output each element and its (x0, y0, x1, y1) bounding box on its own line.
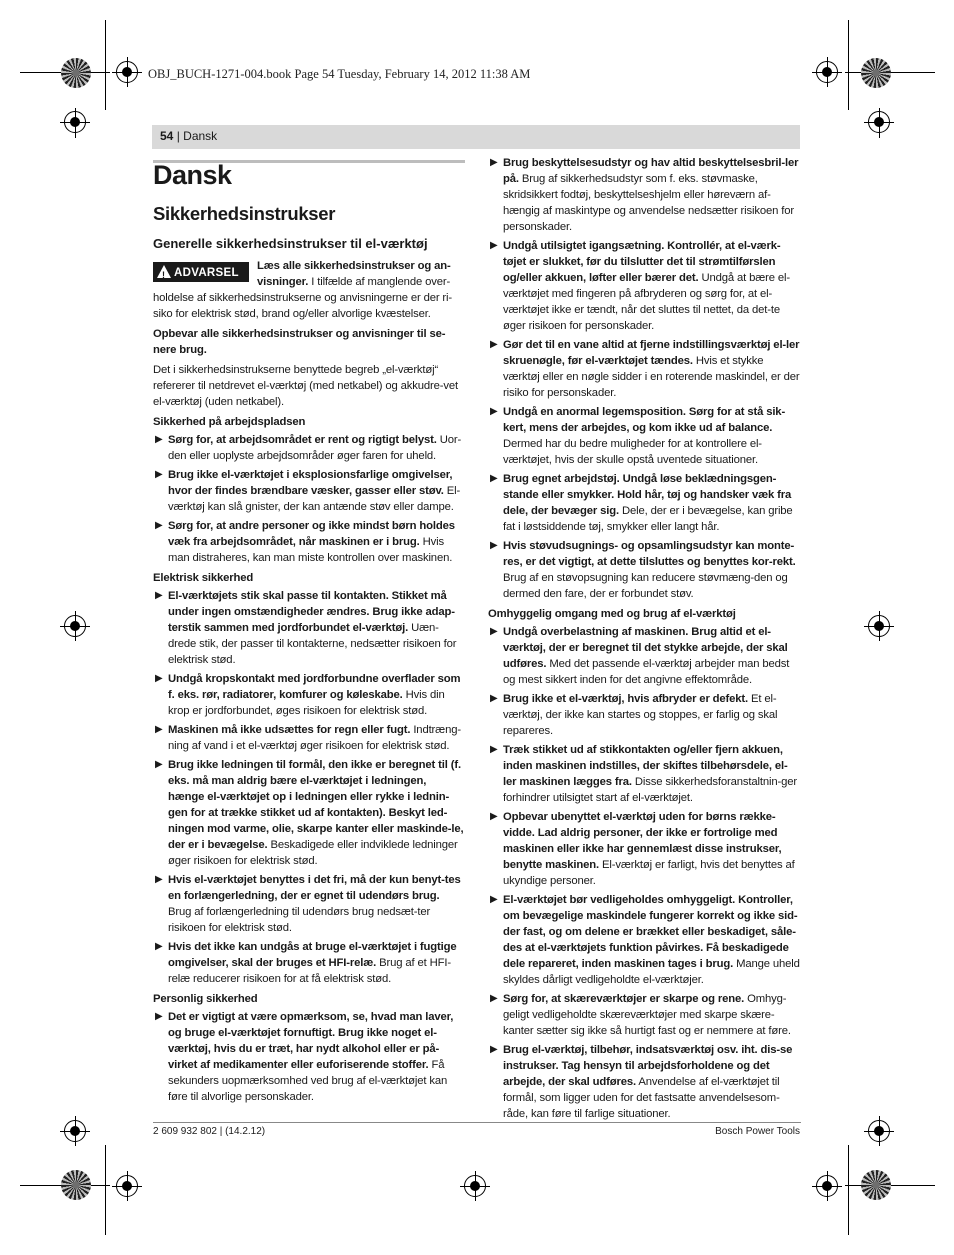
intro-paragraph: Det i sikkerhedsinstrukserne benyttede begreb „el-værktøj“ refererer til netdrevet el-værktøj (med netkabel) og akkudre-vet el-værktøj (uden netkabel). (153, 364, 458, 408)
bullet-arrow-icon: ▶ (155, 469, 163, 480)
bullet-arrow-icon: ▶ (490, 240, 498, 251)
exclamation-icon: ! (162, 270, 165, 280)
list-item-text: Brug af en støvopsugning kan reducere støvmæng-den og dermed den fare, der er forbundet støv. (503, 572, 788, 600)
list-item (153, 467, 465, 515)
subsection-heading: Generelle sikkerhedsinstrukser til el-værktøj (153, 236, 428, 251)
list-item-text: Hvis man distraheres, kan man miste kontrollen over maskinen. (168, 536, 453, 564)
list-item-bold: Sørg for, at arbejdsområdet er rent og rigtigt belyst. (168, 434, 437, 446)
warning-block (153, 258, 465, 322)
list-item (153, 722, 465, 754)
bullet-arrow-icon: ▶ (155, 590, 163, 601)
bullet-arrow-icon: ▶ (490, 339, 498, 350)
list-item (153, 518, 465, 566)
list-item-text: Brug af forlængerledning til udendørs brug nedsæt-ter risikoen for elektrisk stød. (168, 906, 431, 934)
list-item-text: Anvendelse af el-værktøjet til formål, som ligger uden for det fastsatte anvendelsesom-råde, kan føre til farlige situationer. (503, 1076, 780, 1120)
list-item (488, 155, 800, 235)
bullet-arrow-icon: ▶ (155, 520, 163, 531)
list-item (488, 404, 800, 468)
list-item (488, 1042, 800, 1122)
bullet-arrow-icon: ▶ (490, 626, 498, 637)
list-item-text: Et el-værktøj, der ikke kan startes og stoppes, er farlig og skal repareres. (503, 693, 778, 737)
electrical-heading: Elektrisk sikkerhed (153, 572, 254, 584)
list-item (153, 432, 465, 464)
list-item-bold: Undgå kropskontakt med jordforbundne overflader som f. eks. rør, radiatorer, komfurer og køleskabe. (168, 673, 461, 701)
bullet-arrow-icon: ▶ (155, 434, 163, 445)
list-item (153, 872, 465, 936)
list-item-text: Dermed har du bedre muligheder for at kontrollere el-værktøjet, hvis der skulle opstå uventede situationer. (503, 438, 762, 466)
list-item (488, 809, 800, 889)
list-item-bold: Hvis det ikke kan undgås at bruge el-værktøjet i fugtige omgivelser, skal der bruges et HFI-relæ. (168, 941, 457, 969)
list-item (153, 939, 465, 987)
list-item-text: Hvis et stykke værktøj eller en nøgle sidder i en roterende maskindel, er der risiko for personskader. (503, 355, 800, 399)
list-item-text: Undgå at bære el-værktøjet med fingeren på afbryderen og sørg for, at el-værktøjet ikke er tændt, når det sluttes til nettet, da det-te øger risikoen for personskader. (503, 272, 791, 332)
print-header: OBJ_BUCH-1271-004.book Page 54 Tuesday, February 14, 2012 11:38 AM (148, 67, 531, 81)
list-item (488, 624, 800, 688)
personal-safety-heading: Personlig sikkerhed (153, 993, 258, 1005)
list-item (153, 1009, 465, 1105)
footer-rule (153, 1122, 801, 1123)
page-title: Dansk (153, 160, 232, 190)
list-item-bold: El-værktøjets stik skal passe til kontakten. Stikket må under ingen omstændigheder ændres. Brug ikke adap-terstik sammen med jordforbundet el-værktøj. (168, 590, 455, 634)
keep-instructions (153, 326, 465, 358)
bullet-arrow-icon: ▶ (490, 1044, 498, 1055)
bullet-arrow-icon: ▶ (490, 540, 498, 551)
bullet-arrow-icon: ▶ (490, 693, 498, 704)
bullet-arrow-icon: ▶ (490, 157, 498, 168)
list-item-text: Få sekunders uopmærksomhed ved brug af el-værktøjet kan føre til alvorlige personskader. (168, 1059, 448, 1103)
left-column (153, 258, 465, 1108)
list-item-bold: Brug el-værktøj, tilbehør, indsatsværktøj osv. iht. dis-se instrukser. Tag hensyn til arbejdsforholdene og det arbejde, der skal udføres. (503, 1044, 793, 1088)
list-item (488, 691, 800, 739)
list-item (488, 238, 800, 334)
footer-document-number: 2 609 932 802 | (14.2.12) (153, 1126, 266, 1137)
bullet-arrow-icon: ▶ (490, 811, 498, 822)
list-item-bold: Brug ikke ledningen til formål, den ikke er beregnet til (f. eks. må man aldrig bære el-værktøjet i ledningen, hænge el-værktøjet op i ledningen eller rykke i lednin-gen for at trække stikket ud af kontakten). Beskyt led-ningen mod varme, olie, skarpe kanter eller maskinde-le, der er i bevægelse. (168, 759, 464, 851)
bullet-arrow-icon: ▶ (155, 874, 163, 885)
bullet-arrow-icon: ▶ (490, 993, 498, 1004)
list-item-bold: Maskinen må ikke udsættes for regn eller fugt. (168, 724, 411, 736)
list-item-bold: Undgå en anormal legemsposition. Sørg for at stå sik-kert, mens der arbejdes, og kom ikke ud af balance. (503, 406, 786, 434)
list-item-text: Mange uheld skyldes dårligt vedligeholdte el-værktøjer. (503, 958, 800, 986)
header-language: Dansk (183, 129, 218, 143)
list-item-text: Uor-den eller uoplyste arbejdsområder øger faren for uheld. (168, 434, 462, 462)
list-item-bold: Brug ikke et el-værktøj, hvis afbryder er defekt. (503, 693, 749, 705)
tool-care-heading: Omhyggelig omgang med og brug af el-værktøj (488, 608, 736, 620)
list-item (488, 742, 800, 806)
list-item (153, 671, 465, 719)
warning-text-body: I tilfælde af manglende over-holdelse af sikkerhedsinstrukserne og anvisningerne er der ri-siko for elektrisk stød, brand og/eller alvorlige kvæstelser. (153, 276, 453, 320)
bullet-arrow-icon: ▶ (155, 941, 163, 952)
right-column (488, 155, 800, 1125)
list-item-text: Omhyg-geligt vedligeholdte skæreværktøjer med skarpe skære-kanter sætter sig ikke så hurtigt fast og er nemmere at føre. (503, 993, 791, 1037)
warning-text-bold: Læs alle sikkerhedsinstrukser og an-visninger. (257, 260, 451, 288)
list-item-text: Med det passende el-værktøj arbejder man bedst og mest sikkert inden for det angivne effektområde. (503, 658, 790, 686)
bullet-arrow-icon: ▶ (490, 894, 498, 905)
list-item-bold: Undgå overbelastning af maskinen. Brug altid et el-værktøj, der er beregnet til det stykke arbejde, der skal udføres. (503, 626, 788, 670)
list-item (153, 757, 465, 869)
list-item-text: Brug af sikkerhedsudstyr som f. eks. støvmaske, skridsikkert fodtøj, beskyttelseshjelm eller høreværn af-hængig af maskintype og anvendelse nedsætter risikoen for personskader. (503, 173, 794, 233)
bullet-arrow-icon: ▶ (155, 1011, 163, 1022)
list-item-bold: Træk stikket ud af stikkontakten og/eller fjern akkuen, inden maskinen indstilles, der skiftes tilbehørsdele, el-ler maskinen lægges fra. (503, 744, 788, 788)
list-item-text: El-værktøj kan slå gnister, der kan antænde støv eller dampe. (168, 485, 461, 513)
work-area-heading: Sikkerhed på arbejdspladsen (153, 416, 306, 428)
bullet-arrow-icon: ▶ (490, 406, 498, 417)
list-item-bold: Undgå utilsigtet igangsætning. Kontrollér, at el-værk-tøjet er slukket, før du tilslutter det til strømtilførslen og/eller akkuen, løfter eller bærer det. (503, 240, 781, 284)
page-number: 54 (160, 129, 174, 143)
list-item-bold: Det er vigtigt at være opmærksom, se, hvad man laver, og bruge el-værktøjet fornuftigt. Brug ikke noget el-værktøj, hvis du er træt, har nydt alkohol eller er på-virket af medikamenter eller euforiserende stoffer. (168, 1011, 454, 1071)
list-item-text: Uæn-drede stik, der passer til kontakterne, nedsætter risikoen for elektrisk stød. (168, 622, 457, 666)
list-item-text: El-værktøj er farligt, hvis det benyttes af ukyndige personer. (503, 859, 795, 887)
list-item-bold: Brug ikke el-værktøjet i eksplosionsfarlige omgivelser, hvor der findes brændbare væsker, gasser eller støv. (168, 469, 453, 497)
list-item-bold: El-værktøjet bør vedligeholdes omhyggeligt. Kontroller, om bevægelige maskindele fungerer korrekt og ikke sid-der fast, og om delene er brækket eller beskadiget, såle-des at el-værktøjets funktion påvirkes. Få beskadigede dele repareret, inden maskinen tages i brug. (503, 894, 798, 970)
list-item (488, 337, 800, 401)
list-item-text: Disse sikkerhedsforanstaltnin-ger forhindrer utilsigtet start af el-værktøjet. (503, 776, 797, 804)
list-item-bold: Hvis el-værktøjet benyttes i det fri, må der kun benyt-tes en forlængerledning, der er egnet til udendørs brug. (168, 874, 461, 902)
page-header-bar (152, 125, 800, 149)
list-item (488, 471, 800, 535)
list-item (488, 892, 800, 988)
bullet-arrow-icon: ▶ (490, 744, 498, 755)
section-heading: Sikkerhedsinstrukser (153, 203, 336, 224)
list-item (488, 538, 800, 602)
footer-brand: Bosch Power Tools (715, 1126, 800, 1137)
header-separator: | (173, 129, 184, 143)
list-item-bold: Brug beskyttelsesudstyr og hav altid beskyttelsesbril-ler på. (503, 157, 799, 185)
bullet-arrow-icon: ▶ (155, 759, 163, 770)
warning-label: ADVARSEL (174, 267, 239, 279)
list-item-bold: Hvis støvudsugnings- og opsamlingsudstyr kan monte-res, er det vigtigt, at dette tilsluttes og benyttes kor-rekt. (503, 540, 796, 568)
list-item (488, 991, 800, 1039)
bullet-arrow-icon: ▶ (490, 473, 498, 484)
list-item-bold: Opbevar ubenyttet el-værktøj uden for børns række-vidde. Lad aldrig personer, der ikke er fortrolige med maskinen eller ikke har gennemlæst disse instrukser, benytte maskinen. (503, 811, 782, 871)
list-item-text: Hvis din krop er jordforbundet, øges risikoen for elektrisk stød. (168, 689, 445, 717)
list-item-text: Brug af et HFI-relæ reducerer risikoen for at få elektrisk stød. (168, 957, 451, 985)
list-item-bold: Brug egnet arbejdstøj. Undgå løse beklædningsgen-stande eller smykker. Hold hår, tøj og handsker væk fra dele, der bevæger sig. (503, 473, 792, 517)
page-header (160, 129, 217, 143)
list-item (153, 588, 465, 668)
list-item-text: Dele, der er i bevægelse, kan gribe fat i løstsiddende tøj, smykker eller langt hår. (503, 505, 793, 533)
warning-badge (153, 262, 249, 282)
list-item-text: Indtræng-ning af vand i et el-værktøj øger risikoen for elektrisk stød. (168, 724, 461, 752)
bullet-arrow-icon: ▶ (155, 724, 163, 735)
list-item-bold: Gør det til en vane altid at fjerne indstillingsværktøj el-ler skruenøgle, før el-værktøjet tændes. (503, 339, 800, 367)
keep-instructions-bold: Opbevar alle sikkerhedsinstrukser og anvisninger til se-nere brug. (153, 328, 446, 356)
list-item-text: Beskadigede eller indviklede ledninger øger risikoen for elektrisk stød. (168, 839, 458, 867)
bullet-arrow-icon: ▶ (155, 673, 163, 684)
list-item-bold: Sørg for, at skæreværktøjer er skarpe og rene. (503, 993, 745, 1005)
list-item-bold: Sørg for, at andre personer og ikke mindst børn holdes væk fra arbejdsområdet, når maskinen er i brug. (168, 520, 455, 548)
